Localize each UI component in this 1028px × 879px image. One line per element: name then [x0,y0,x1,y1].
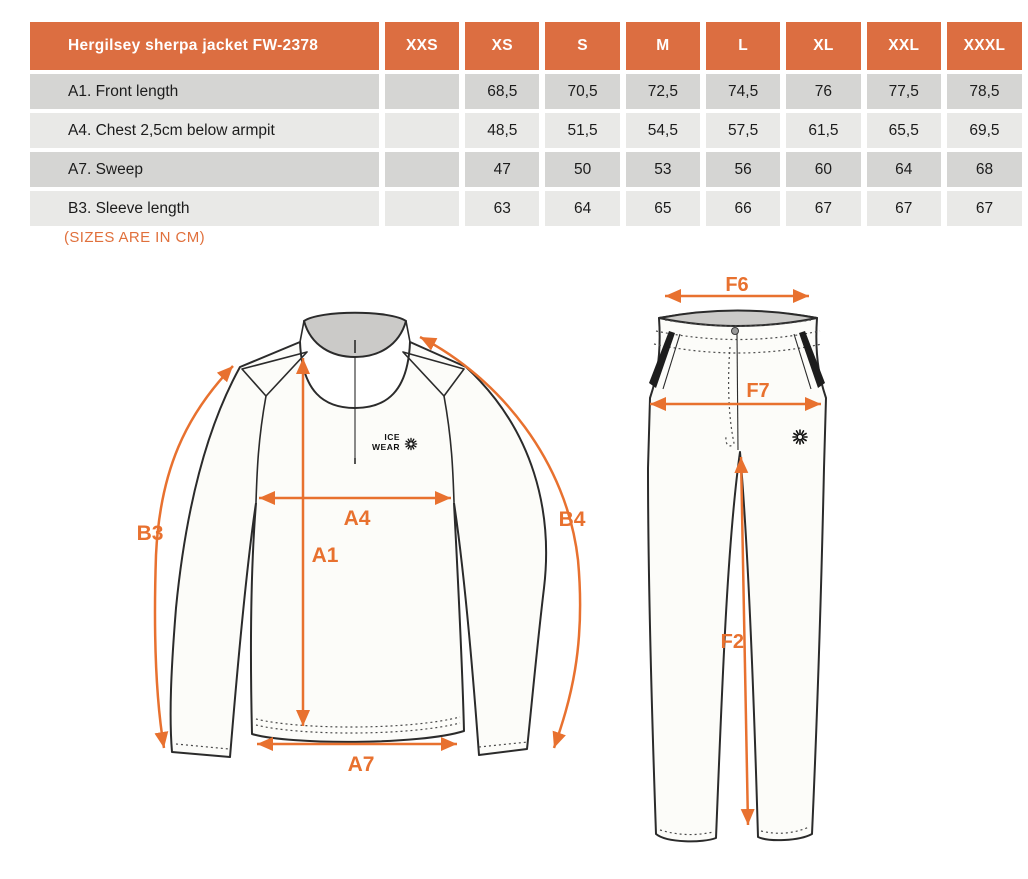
cell: 47 [465,152,539,187]
size-header-s: S [545,22,619,70]
cell: 63 [465,191,539,226]
units-note: (SIZES ARE IN CM) [64,229,205,246]
cell [385,113,459,148]
cell: 74,5 [706,74,780,109]
cell: 61,5 [786,113,860,148]
table-row-sweep [30,152,1022,187]
label-b4: B4 [558,508,586,531]
cell: 66 [706,191,780,226]
cell: 56 [706,152,780,187]
cell: 65 [626,191,700,226]
label-a4: A4 [343,507,371,530]
size-header-xl: XL [786,22,860,70]
jacket-outline [171,342,546,757]
product-title-cell: Hergilsey sherpa jacket FW-2378 [30,22,379,70]
logo-text-wear: WEAR [372,442,400,452]
label-a1: A1 [311,544,339,567]
waist-button [732,328,739,335]
logo-text-ice: ICE [384,432,400,442]
cell: 67 [867,191,941,226]
header-row [30,22,1022,70]
jacket-drawing [137,313,586,776]
cell: 54,5 [626,113,700,148]
cell: 60 [786,152,860,187]
size-header-xxxl: XXXL [947,22,1022,70]
pants-drawing [648,274,826,841]
size-header-xxl: XXL [867,22,941,70]
size-header-xs: XS [465,22,539,70]
cell: 50 [545,152,619,187]
table-row-front-length [30,74,1022,109]
size-table-header [30,22,1022,70]
size-header-m: M [626,22,700,70]
cell: 57,5 [706,113,780,148]
garment-diagrams [0,255,1028,879]
cell: 78,5 [947,74,1022,109]
label-f7: F7 [746,380,770,402]
label-a7: A7 [347,753,375,776]
cell: 72,5 [626,74,700,109]
table-row-sleeve-length [30,191,1022,226]
size-header-xxs: XXS [385,22,459,70]
cell [385,191,459,226]
cell: 69,5 [947,113,1022,148]
cell: 53 [626,152,700,187]
cell: 65,5 [867,113,941,148]
label-b3: B3 [136,522,164,545]
row-label: A4. Chest 2,5cm below armpit [30,113,379,148]
size-table [24,18,1028,230]
cell: 67 [786,191,860,226]
table-row-chest [30,113,1022,148]
cell: 64 [545,191,619,226]
cell: 64 [867,152,941,187]
cell: 51,5 [545,113,619,148]
cell: 67 [947,191,1022,226]
cell: 68 [947,152,1022,187]
row-label: A7. Sweep [30,152,379,187]
cell [385,74,459,109]
cell: 48,5 [465,113,539,148]
label-f2: F2 [720,631,744,653]
row-label: A1. Front length [30,74,379,109]
cell: 76 [786,74,860,109]
cell: 77,5 [867,74,941,109]
cell: 68,5 [465,74,539,109]
cell: 70,5 [545,74,619,109]
size-header-l: L [706,22,780,70]
row-label: B3. Sleeve length [30,191,379,226]
label-f6: F6 [725,274,749,296]
cell [385,152,459,187]
